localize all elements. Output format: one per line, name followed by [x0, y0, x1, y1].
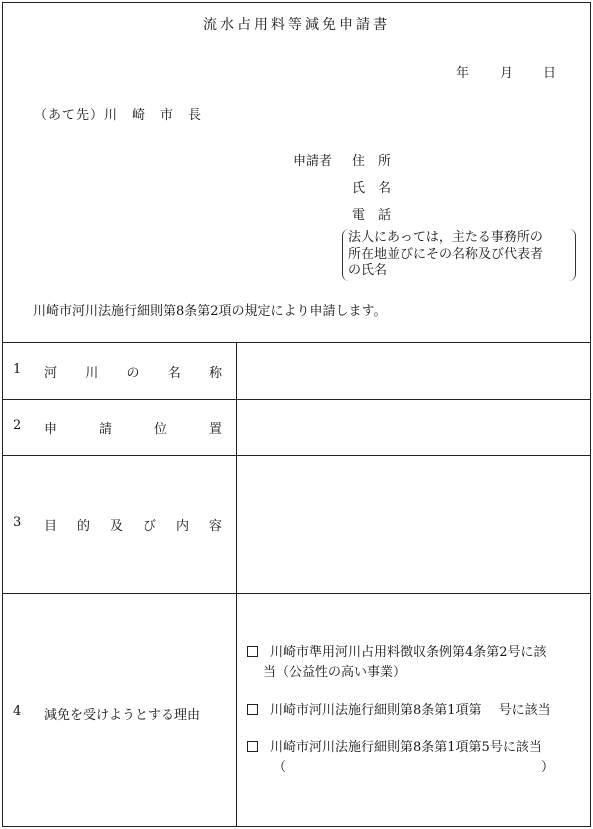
- name-label: 氏 名: [352, 181, 392, 196]
- row-1-char: 川: [85, 366, 99, 381]
- row-1-char: の: [126, 366, 140, 381]
- reason-option-2: [247, 701, 587, 721]
- reason-option-3-close-paren: ）: [541, 760, 555, 775]
- date-year: 年: [456, 66, 470, 81]
- date-day: 日: [543, 66, 557, 81]
- form-title: 流水占用料等減免申請書: [203, 17, 390, 33]
- checkbox-icon[interactable]: [247, 704, 258, 715]
- row-3-char: 的: [76, 519, 90, 534]
- date-month: 月: [500, 66, 514, 81]
- phone-label: 電 話: [352, 208, 392, 223]
- reason-option-3-text: 川崎市河川法施行細則第8条第1項第5号に該当: [270, 740, 542, 755]
- row-1-label: [44, 362, 222, 381]
- row-3-char: 目: [44, 519, 58, 534]
- table-column-divider: [236, 342, 237, 827]
- row-1-number: 1: [13, 362, 22, 377]
- reason-option-1: [247, 643, 587, 683]
- corporate-note-line-2: 所在地並びにその名称及び代表者: [348, 246, 544, 262]
- row-4-number: 4: [13, 704, 22, 719]
- row-3-number: 3: [13, 515, 22, 530]
- row-4-label: 減免を受けようとする理由: [44, 708, 201, 723]
- address-label: 住 所: [352, 154, 392, 169]
- row-2-char: 申: [44, 422, 58, 437]
- checkbox-icon[interactable]: [247, 646, 258, 657]
- row-3-char: 容: [208, 519, 222, 534]
- reason-option-1-text: 川崎市準用河川占用料徴収条例第4条第2号に該: [270, 645, 547, 660]
- row-2-char: 位: [153, 422, 167, 437]
- row-2-char: 置: [208, 422, 222, 437]
- row-3-char: 及: [109, 519, 123, 534]
- row-3-char: び: [142, 519, 156, 534]
- corporate-note-line-1: 法人にあっては，主たる事務所の: [348, 230, 543, 245]
- applicant-label: 申請者: [293, 154, 333, 169]
- reason-option-1-continuation: 当（公益性の高い事業）: [263, 665, 407, 680]
- reason-option-2-text: 川崎市河川法施行細則第8条第1項第 号に該当: [270, 703, 551, 718]
- corporate-note-line-3: の氏名: [348, 263, 388, 278]
- row-1-char: 名: [167, 366, 181, 381]
- checkbox-icon[interactable]: [247, 741, 258, 752]
- reason-option-3-open-paren: （: [273, 760, 287, 775]
- row-2-char: 請: [98, 422, 112, 437]
- row-1-char: 称: [208, 366, 222, 381]
- statement: 川崎市河川法施行細則第8条第2項の規定により申請します。: [33, 304, 387, 319]
- row-3-char: 内: [175, 519, 189, 534]
- addressee: （あて先）川 崎 市 長: [34, 108, 203, 123]
- reason-option-3: [247, 738, 587, 758]
- row-1-char: 河: [44, 366, 58, 381]
- corporate-note: [348, 230, 572, 280]
- row-2-label: [44, 418, 222, 437]
- row-3-label: [44, 515, 222, 534]
- row-2-number: 2: [13, 418, 22, 433]
